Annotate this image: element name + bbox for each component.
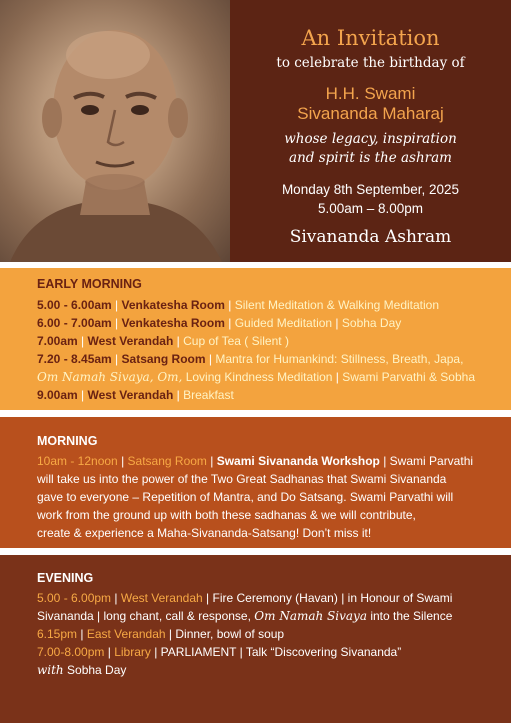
schedule-item: 7.00am | West Verandah | Cup of Tea ( Silent )	[37, 334, 289, 348]
morning-section	[0, 417, 511, 548]
workshop-description: work from the ground up with both these sadhanas & we will contribute,	[37, 508, 416, 522]
invitation-header	[0, 0, 511, 262]
schedule-item-continued: with Sobha Day	[37, 663, 127, 677]
schedule-item: 6.15pm | East Verandah | Dinner, bowl of soup	[37, 627, 285, 641]
schedule-item: 5.00 - 6.00am | Venkatesha Room | Silent Meditation & Walking Meditation	[37, 298, 440, 312]
schedule-item: 5.00 - 6.00pm | West Verandah | Fire Ceremony (Havan) | in Honour of Swami	[37, 591, 453, 605]
early-morning-title: EARLY MORNING	[37, 277, 142, 291]
schedule-item: 7.00-8.00pm | Library | PARLIAMENT | Talk “Discovering Sivananda”	[37, 645, 402, 659]
schedule-item: 7.20 - 8.45am | Satsang Room | Mantra for Humankind: Stillness, Breath, Japa,	[37, 352, 464, 366]
workshop-description: gave to everyone – Repetition of Mantra, and Do Satsang. Swami Parvathi will	[37, 490, 454, 504]
early-morning-section	[0, 268, 511, 410]
honoree-name-line1: H.H. Swami	[325, 84, 416, 103]
header-text-block	[230, 0, 511, 262]
honoree-name-line2: Sivananda Maharaj	[297, 104, 444, 123]
workshop-description: create & experience a Maha-Sivananda-Satsang! Don’t miss it!	[37, 526, 372, 540]
schedule-item-continued: Om Namah Sivaya, Om, Loving Kindness Meditation | Swami Parvathi & Sobha	[37, 370, 475, 384]
legacy-line1: whose legacy, inspiration	[284, 131, 457, 147]
morning-title: MORNING	[37, 434, 98, 448]
swami-portrait	[0, 0, 230, 262]
workshop-description: will take us into the power of the Two Great Sadhanas that Swami Sivananda	[37, 472, 447, 486]
schedule-item: 9.00am | West Verandah | Breakfast	[37, 388, 234, 402]
event-date: Monday 8th September, 2025	[281, 182, 460, 197]
legacy-line2: and spirit is the ashram	[289, 150, 452, 166]
event-place: Sivananda Ashram	[289, 227, 452, 247]
schedule-item: 6.00 - 7.00am | Venkatesha Room | Guided Meditation | Sobha Day	[37, 316, 402, 330]
workshop-line: 10am - 12noon | Satsang Room | Swami Sivananda Workshop | Swami Parvathi	[37, 454, 474, 468]
evening-section	[0, 555, 511, 723]
invitation-title: An Invitation	[301, 26, 440, 50]
schedule-item-continued: Sivananda | long chant, call & response, Om Namah Sivaya into the Silence	[37, 609, 453, 623]
event-time: 5.00am – 8.00pm	[317, 201, 424, 216]
invitation-subtitle: to celebrate the birthday of	[276, 55, 465, 71]
evening-title: EVENING	[37, 571, 94, 585]
